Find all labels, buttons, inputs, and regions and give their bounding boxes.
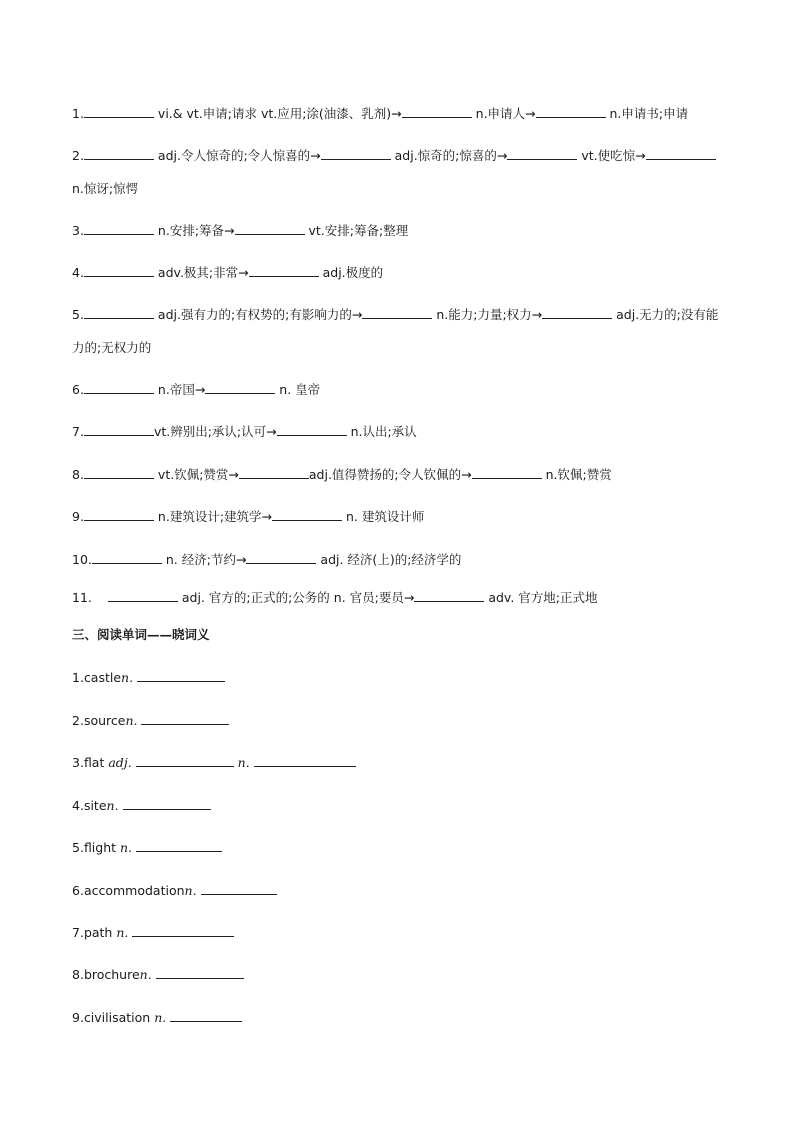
answer-blank[interactable] xyxy=(84,221,154,235)
answer-blank[interactable] xyxy=(92,550,162,564)
answer-blank[interactable] xyxy=(156,965,244,979)
exercise-item-8: 8. vt.钦佩;赞赏→ adj.值得赞扬的;令人钦佩的→ n.钦佩;赞赏 xyxy=(72,467,612,482)
exercise-item-6: 6. n.帝国→ n. 皇帝 xyxy=(72,382,321,397)
answer-blank[interactable] xyxy=(472,465,542,479)
answer-blank[interactable] xyxy=(321,146,391,160)
exercise-item-1: 1. vi.& vt.申请;请求 vt.应用;涂(油漆、乳剂)→ n.申请人→ n.申请书;申请 xyxy=(72,106,689,121)
answer-blank[interactable] xyxy=(170,1008,242,1022)
answer-blank[interactable] xyxy=(277,422,347,436)
answer-blank[interactable] xyxy=(536,104,606,118)
answer-blank[interactable] xyxy=(205,380,275,394)
exercise-item-2: 2. adj.令人惊奇的;令人惊喜的→ adj.惊奇的;惊喜的→ vt.使吃惊→ n.惊讶;惊愕 xyxy=(72,139,722,205)
vocab-item: 5.flight n. xyxy=(72,838,722,857)
answer-blank[interactable] xyxy=(507,146,577,160)
exercise-item-7: 7. vt.辨别出;承认;认可→ n.认出;承认 xyxy=(72,424,417,439)
answer-blank[interactable] xyxy=(362,305,432,319)
answer-blank[interactable] xyxy=(84,305,154,319)
vocab-item: 9.civilisation n. xyxy=(72,1008,722,1027)
answer-blank[interactable] xyxy=(402,104,472,118)
vocab-item: 8.brochuren. xyxy=(72,965,722,984)
vocab-item: 7.path n. xyxy=(72,923,722,942)
exercise-item-9: 9. n.建筑设计;建筑学→ n. 建筑设计师 xyxy=(72,509,425,524)
answer-blank[interactable] xyxy=(136,838,222,852)
answer-blank[interactable] xyxy=(137,668,225,682)
answer-blank[interactable] xyxy=(201,881,277,895)
section-heading: 三、阅读单词——晓词义 xyxy=(72,627,210,642)
exercise-item-4: 4. adv.极其;非常→ adj.极度的 xyxy=(72,265,384,280)
answer-blank[interactable] xyxy=(136,753,234,767)
vocab-item: 6.accommodationn. xyxy=(72,881,722,900)
answer-blank[interactable] xyxy=(84,507,154,521)
exercise-item-3: 3. n.安排;筹备→ vt.安排;筹备;整理 xyxy=(72,223,409,238)
answer-blank[interactable] xyxy=(132,923,234,937)
answer-blank[interactable] xyxy=(542,305,612,319)
vocab-item: 1.castlen. xyxy=(72,668,722,687)
answer-blank[interactable] xyxy=(646,146,716,160)
answer-blank[interactable] xyxy=(84,263,154,277)
exercise-item-10: 10. n. 经济;节约→ adj. 经济(上)的;经济学的 xyxy=(72,552,462,567)
answer-blank[interactable] xyxy=(254,753,356,767)
answer-blank[interactable] xyxy=(141,711,229,725)
answer-blank[interactable] xyxy=(414,588,484,602)
answer-blank[interactable] xyxy=(84,465,154,479)
answer-blank[interactable] xyxy=(246,550,316,564)
answer-blank[interactable] xyxy=(84,104,154,118)
answer-blank[interactable] xyxy=(84,146,154,160)
answer-blank[interactable] xyxy=(239,465,309,479)
answer-blank[interactable] xyxy=(123,796,211,810)
answer-blank[interactable] xyxy=(249,263,319,277)
answer-blank[interactable] xyxy=(272,507,342,521)
answer-blank[interactable] xyxy=(84,422,154,436)
answer-blank[interactable] xyxy=(84,380,154,394)
vocab-item: 4.siten. xyxy=(72,796,722,815)
answer-blank[interactable] xyxy=(235,221,305,235)
vocab-item: 3.flat adj. n. xyxy=(72,753,722,772)
vocab-item: 2.sourcen. xyxy=(72,711,722,730)
exercise-item-11: 11. adj. 官方的;正式的;公务的 n. 官员;要员→ adv. 官方地;正式地 xyxy=(72,590,598,605)
answer-blank[interactable] xyxy=(108,588,178,602)
exercise-item-5: 5. adj.强有力的;有权势的;有影响力的→ n.能力;力量;权力→ adj.无力的;没有能力的;无权力的 xyxy=(72,307,719,355)
